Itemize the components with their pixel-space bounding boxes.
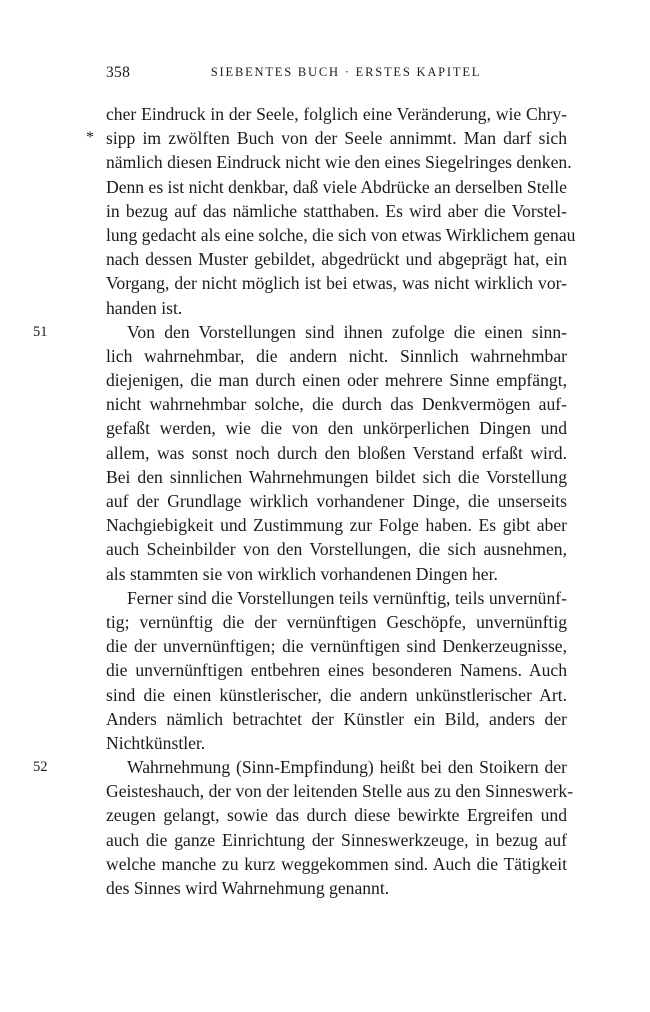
text-line [33,755,567,779]
text-line: Nichtkünstler. [106,732,206,753]
text-line: auf der Grundlage wirklich vorhandener Dinge, die unserseits [106,491,567,511]
section-number-51: 51 [33,323,48,340]
text-line: sind die einen künstlerischer, die andern unkünstlerischer Art. [106,684,567,705]
text-line: allem, was sonst noch durch den bloßen Verstand erfaßt wird. [106,442,567,463]
text-line: nicht wahrnehmbar solche, die durch das Denkvermögen auf- [106,394,567,415]
page-number: 358 [106,64,131,81]
text-line: tig; vernünftig die der vernünftigen Geschöpfe, unvernünftig [106,611,567,632]
text-line: diejenigen, die man durch einen oder mehrere Sinne empfängt, [106,370,567,391]
text-line: Geisteshauch, der von der leitenden Stelle aus zu den Sinneswerk- [106,781,574,802]
text-line: Ferner sind die Vorstellungen teils vernünftig, teils unvernünf- [127,587,567,608]
text-line [86,126,567,150]
text-line-content: Von den Vorstellungen sind ihnen zufolge die einen sinn- [127,321,567,342]
section-number-52: 52 [33,759,48,776]
text-line: auch die ganze Einrichtung der Sinneswerkzeuge, in bezug auf [106,829,567,850]
text-line: gefaßt werden, wie die von den unkörperlichen Dingen und [106,418,567,439]
text-line-content: Wahrnehmung (Sinn-Empfindung) heißt bei den Stoikern der [127,757,567,778]
text-line [33,320,567,344]
running-head: SIEBENTES BUCH · ERSTES KAPITEL [210,65,482,79]
text-line: cher Eindruck in der Seele, folglich eine Veränderung, wie Chry- [106,104,567,124]
footnote-marker: * [86,129,94,147]
text-line: handen ist. [106,297,183,318]
body-text [33,102,576,900]
text-line: lich wahrnehmbar, die andern nicht. Sinnlich wahrnehmbar [106,345,567,366]
text-line: welche manche zu kurz weggekommen sind. Auch die Tätigkeit [106,853,567,874]
text-line: die unvernünftigen entbehren eines besonderen Namens. Auch [106,660,567,681]
text-line: lung gedacht als eine solche, die sich von etwas Wirklichem genau [106,224,576,245]
text-line: in bezug auf das nämliche statthaben. Es wird aber die Vorstel- [106,200,567,221]
text-line: des Sinnes wird Wahrnehmung genannt. [106,878,390,898]
text-line: auch Scheinbilder von den Vorstellungen, die sich ausnehmen, [106,539,567,560]
text-line: Denn es ist nicht denkbar, daß viele Abdrücke an derselben Stelle [106,176,567,197]
text-line: Bei den sinnlichen Wahrnehmungen bildet sich die Vorstellung [106,466,567,487]
text-line: Anders nämlich betrachtet der Künstler ein Bild, anders der [106,708,567,729]
text-line: zeugen gelangt, sowie das durch diese bewirkte Ergreifen und [106,805,567,826]
text-line: nämlich diesen Eindruck nicht wie den eines Siegelringes denken. [106,152,572,173]
page-header [106,64,566,86]
text-line: Vorgang, der nicht möglich ist bei etwas, was nicht wirklich vor- [106,273,567,294]
text-line: nach dessen Muster gebildet, abgedrückt und abgeprägt hat, ein [106,249,567,270]
text-line-content: sipp im zwölften Buch von der Seele annimmt. Man darf sich [106,128,567,149]
text-line: die der unvernünftigen; die vernünftigen sind Denkerzeugnisse, [106,636,567,657]
text-line: als stammten sie von wirklich vorhandenen Dingen her. [106,563,498,584]
text-line: Nachgiebigkeit und Zustimmung zur Folge haben. Es gibt aber [106,515,567,536]
